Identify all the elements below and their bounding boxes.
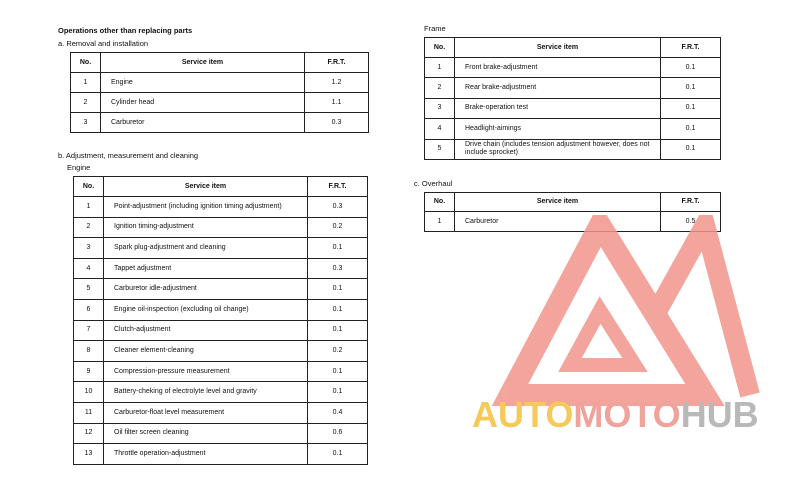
frt-value: 0.1 — [661, 78, 721, 98]
service-item: Carburetor — [455, 212, 661, 232]
table-row — [74, 341, 368, 362]
row-number: 2 — [74, 217, 104, 238]
row-number: 5 — [425, 139, 455, 159]
table-header-row — [71, 53, 369, 73]
removal-installation-table — [70, 52, 369, 133]
frt-value: 1.2 — [305, 73, 369, 93]
logo-inner-triangle — [570, 310, 635, 365]
col-no-header: No. — [425, 38, 455, 58]
table-row — [74, 361, 368, 382]
service-item: Carburetor — [101, 113, 305, 133]
row-number: 3 — [74, 238, 104, 259]
watermark-logo-icon — [510, 225, 750, 395]
service-item: Clutch-adjustment — [104, 320, 308, 341]
table-row — [425, 98, 721, 118]
table-row — [71, 73, 369, 93]
row-number: 1 — [74, 197, 104, 218]
row-number: 10 — [74, 382, 104, 403]
frt-value: 0.1 — [308, 299, 368, 320]
table-row — [74, 320, 368, 341]
row-number: 8 — [74, 341, 104, 362]
row-number: 4 — [425, 119, 455, 139]
frt-value: 1.1 — [305, 93, 369, 113]
table-header-row — [425, 193, 721, 212]
table-header-row — [425, 38, 721, 58]
service-item: Tappet adjustment — [104, 258, 308, 279]
table-row — [425, 139, 721, 159]
row-number: 1 — [425, 58, 455, 78]
watermark-hub: HUB — [680, 394, 759, 435]
frt-value: 0.1 — [308, 444, 368, 465]
service-item: Carburetor-float level measurement — [104, 402, 308, 423]
frt-value: 0.1 — [308, 361, 368, 382]
frt-value: 0.1 — [308, 238, 368, 259]
row-number: 12 — [74, 423, 104, 444]
service-item: Engine — [101, 73, 305, 93]
section-a-title: a. Removal and installation — [58, 39, 149, 48]
col-item-header: Service item — [104, 177, 308, 197]
service-item: Drive chain (includes tension adjustment however, does not include sprocket) — [455, 139, 661, 159]
row-number: 13 — [74, 444, 104, 465]
row-number: 9 — [74, 361, 104, 382]
frt-value: 0.1 — [308, 279, 368, 300]
service-item: Throttle operation-adjustment — [104, 444, 308, 465]
service-item: Battery-cheking of electrolyte level and gravity — [104, 382, 308, 403]
frt-value: 0.2 — [308, 341, 368, 362]
frt-value: 0.1 — [661, 119, 721, 139]
watermark-text — [472, 394, 759, 435]
col-item-header: Service item — [455, 38, 661, 58]
service-item: Point-adjustment (including ignition timing adjustment) — [104, 197, 308, 218]
automotohub-watermark — [450, 215, 795, 435]
col-item-header: Service item — [455, 193, 661, 212]
row-number: 5 — [74, 279, 104, 300]
service-item: Brake-operation test — [455, 98, 661, 118]
row-number: 6 — [74, 299, 104, 320]
table-row — [74, 258, 368, 279]
col-frt-header: F.R.T. — [305, 53, 369, 73]
service-item: Front brake-adjustment — [455, 58, 661, 78]
table-row — [74, 382, 368, 403]
table-header-row — [74, 177, 368, 197]
row-number: 3 — [425, 98, 455, 118]
table-row — [74, 238, 368, 259]
document-heading: Operations other than replacing parts — [58, 26, 193, 35]
table-row — [425, 119, 721, 139]
col-frt-header: F.R.T. — [308, 177, 368, 197]
col-no-header: No. — [71, 53, 101, 73]
col-no-header: No. — [425, 193, 455, 212]
row-number: 1 — [425, 212, 455, 232]
frame-title: Frame — [424, 24, 446, 33]
table-row — [74, 444, 368, 465]
section-b-title: b. Adjustment, measurement and cleaning — [58, 151, 199, 160]
frt-value: 0.4 — [308, 402, 368, 423]
table-row — [74, 217, 368, 238]
col-item-header: Service item — [101, 53, 305, 73]
row-number: 3 — [71, 113, 101, 133]
table-row — [74, 299, 368, 320]
frt-value: 0.1 — [661, 58, 721, 78]
section-c-title: c. Overhaul — [414, 179, 453, 188]
frt-value: 0.3 — [308, 197, 368, 218]
service-item: Engine oil-inspection (excluding oil change) — [104, 299, 308, 320]
frt-value: 0.3 — [305, 113, 369, 133]
frt-value: 0.3 — [308, 258, 368, 279]
service-item: Rear brake-adjustment — [455, 78, 661, 98]
service-item: Ignition timing-adjustment — [104, 217, 308, 238]
table-row — [71, 93, 369, 113]
frt-value: 0.1 — [661, 139, 721, 159]
frt-value: 0.1 — [308, 382, 368, 403]
col-frt-header: F.R.T. — [661, 193, 721, 212]
service-item: Headlight-aimings — [455, 119, 661, 139]
section-b-engine-label: Engine — [67, 163, 91, 172]
row-number: 4 — [74, 258, 104, 279]
frt-value: 0.5 — [661, 212, 721, 232]
service-item: Compression-pressure measurement — [104, 361, 308, 382]
table-row — [74, 197, 368, 218]
service-item: Spark plug-adjustment and cleaning — [104, 238, 308, 259]
frt-value: 0.2 — [308, 217, 368, 238]
watermark-moto: MOTO — [573, 394, 681, 435]
adjustment-measurement-table — [73, 176, 368, 465]
table-row — [425, 78, 721, 98]
frame-table — [424, 37, 721, 160]
row-number: 2 — [71, 93, 101, 113]
col-frt-header: F.R.T. — [661, 38, 721, 58]
table-row — [74, 423, 368, 444]
frt-value: 0.1 — [661, 98, 721, 118]
service-item: Cleaner element-cleaning — [104, 341, 308, 362]
row-number: 1 — [71, 73, 101, 93]
service-item: Carburetor idle-adjustment — [104, 279, 308, 300]
col-no-header: No. — [74, 177, 104, 197]
service-item: Oil filter screen cleaning — [104, 423, 308, 444]
row-number: 7 — [74, 320, 104, 341]
table-row — [74, 279, 368, 300]
service-item: Cylinder head — [101, 93, 305, 113]
watermark-auto: AUTO — [472, 394, 574, 435]
table-row — [425, 58, 721, 78]
table-row — [71, 113, 369, 133]
frt-value: 0.6 — [308, 423, 368, 444]
row-number: 11 — [74, 402, 104, 423]
frt-value: 0.1 — [308, 320, 368, 341]
row-number: 2 — [425, 78, 455, 98]
table-row — [74, 402, 368, 423]
